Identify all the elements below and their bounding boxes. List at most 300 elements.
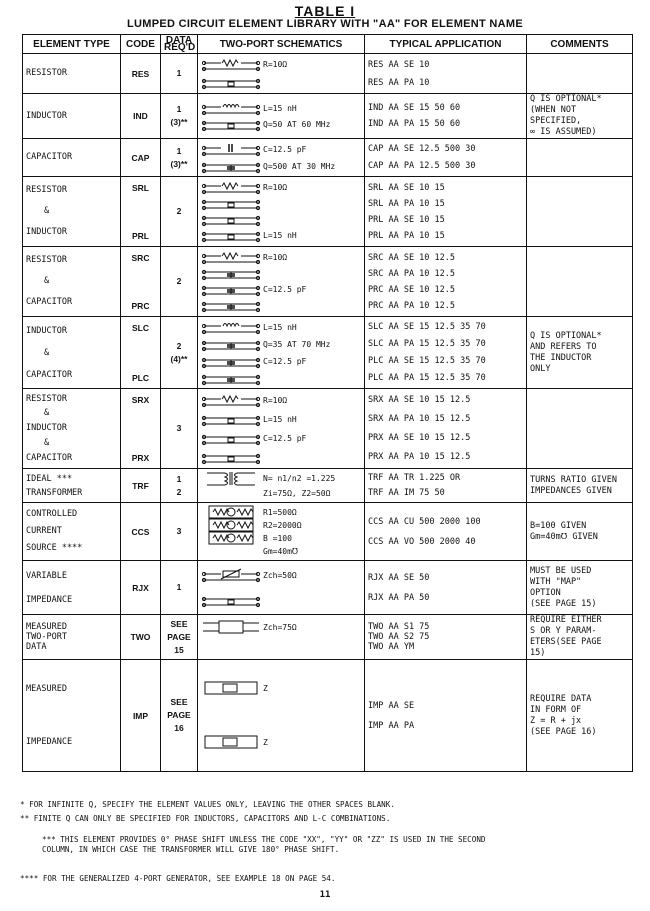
element-type-text: DATA <box>26 642 47 652</box>
code-cell <box>121 94 161 139</box>
application-text: TRF AA TR 1.225 OR <box>368 472 461 483</box>
schematic-cell <box>198 94 365 139</box>
schematic-row <box>201 410 361 429</box>
header-code: CODE <box>121 35 161 54</box>
application-text: PRL AA SE 10 15 <box>368 214 445 225</box>
header-data-reqd: DATA REQ'D <box>161 35 198 54</box>
schematic-row <box>201 545 361 558</box>
table-title: TABLE I <box>294 3 356 19</box>
circuit-schematic-icon <box>201 337 261 352</box>
comment-text: IMPEDANCES GIVEN <box>530 485 612 496</box>
table-row <box>23 94 633 139</box>
schematic-row <box>201 319 361 336</box>
element-type-cell <box>23 561 121 615</box>
application-text: RES AA SE 10 <box>368 59 430 70</box>
application-text: CAP AA SE 12.5 500 30 <box>368 143 476 154</box>
schematic-value: Zch=75Ω <box>263 622 297 632</box>
element-type-cell <box>23 389 121 469</box>
circuit-schematic-icon <box>201 320 261 335</box>
comments-cell <box>527 247 633 317</box>
application-text: PLC AA PA 15 12.5 35 70 <box>368 372 486 383</box>
data-reqd-cell <box>161 139 198 177</box>
comment-text: WITH "MAP" <box>530 576 582 587</box>
element-type-cell <box>23 660 121 772</box>
comment-text: Q IS OPTIONAL* <box>530 94 602 104</box>
application-text: IND AA PA 15 50 60 <box>368 119 461 129</box>
table-row <box>23 177 633 247</box>
application-text: CAP AA PA 12.5 500 30 <box>368 160 476 171</box>
element-type-cell <box>23 139 121 177</box>
circuit-schematic-icon <box>201 450 261 465</box>
data-reqd-text: 2 <box>176 486 182 497</box>
element-type-text: RESISTOR <box>26 68 67 78</box>
data-reqd-text: (3)** <box>170 158 188 169</box>
comments-cell <box>527 503 633 561</box>
application-cell <box>365 54 527 94</box>
data-reqd-text: 16 <box>174 723 184 733</box>
element-type-text: CAPACITOR <box>26 152 73 162</box>
schematic-cell <box>198 54 365 94</box>
data-reqd-text: 2 <box>176 340 182 351</box>
application-text: CCS AA VO 500 2000 40 <box>368 536 476 547</box>
application-text: SRX AA PA 10 15 12.5 <box>368 413 471 424</box>
schematic-value: R=10Ω <box>263 60 288 69</box>
comments-cell <box>527 139 633 177</box>
code-text: SRL <box>132 182 149 193</box>
code-cell <box>121 660 161 772</box>
table-row <box>23 389 633 469</box>
data-reqd-text: 3 <box>176 526 182 536</box>
schematic-value: Zch=50Ω <box>263 570 297 580</box>
element-type-text: IMPEDANCE <box>26 594 73 605</box>
data-reqd-text: PAGE <box>167 631 191 642</box>
code-cell <box>121 177 161 247</box>
data-reqd-text: (3)** <box>170 117 188 127</box>
code-cell <box>121 247 161 317</box>
element-type-cell <box>23 177 121 247</box>
data-reqd-text: (4)** <box>170 353 188 364</box>
circuit-schematic-icon <box>201 250 261 265</box>
schematic-row <box>201 532 361 545</box>
circuit-schematic-icon <box>201 180 261 195</box>
comment-text: REQUIRE DATA <box>530 693 592 704</box>
schematic-row <box>201 158 361 175</box>
schematic-row <box>201 298 361 314</box>
schematic-cell <box>198 317 365 389</box>
comment-text: THE INDUCTOR <box>530 352 592 363</box>
data-reqd-cell <box>161 469 198 503</box>
schematic-value: L=15 nH <box>263 103 297 113</box>
circuit-schematic-icon <box>201 412 261 427</box>
circuit-schematic-icon <box>201 531 261 546</box>
application-cell <box>365 94 527 139</box>
application-text: SLC AA PA 15 12.5 35 70 <box>368 338 486 349</box>
comments-cell <box>527 660 633 772</box>
schematic-row <box>201 336 361 353</box>
data-reqd-text: 1 <box>176 68 182 78</box>
element-library-table <box>22 34 633 772</box>
comment-text: ONLY <box>530 363 551 374</box>
data-reqd-cell <box>161 660 198 772</box>
element-type-text: CURRENT <box>26 525 62 536</box>
data-reqd-text: PAGE <box>167 710 191 720</box>
application-text: PRX AA PA 10 15 12.5 <box>368 451 471 462</box>
circuit-schematic-icon <box>201 101 261 116</box>
application-text: RJX AA PA 50 <box>368 592 430 603</box>
comments-cell <box>527 317 633 389</box>
element-type-cell <box>23 615 121 660</box>
code-text: RES <box>131 68 150 79</box>
application-cell <box>365 469 527 503</box>
application-text: PLC AA SE 15 12.5 35 70 <box>368 355 486 366</box>
circuit-schematic-icon <box>201 735 261 750</box>
schematic-row <box>201 662 361 716</box>
code-cell <box>121 561 161 615</box>
application-text: SRX AA SE 10 15 12.5 <box>368 394 471 405</box>
circuit-schematic-icon <box>201 142 261 157</box>
application-text: SRL AA SE 10 15 <box>368 182 445 193</box>
application-text: SLC AA SE 15 12.5 35 70 <box>368 321 486 332</box>
application-text: PRX AA SE 10 15 12.5 <box>368 432 471 443</box>
schematic-row <box>201 642 361 652</box>
element-type-text: INDUCTOR <box>26 110 67 121</box>
footnote-2: ** FINITE Q CAN ONLY BE SPECIFIED FOR INDUCTORS, CAPACITORS AND L-C COMBINATIONS. <box>20 814 391 823</box>
schematic-value: B =100 <box>263 533 292 543</box>
code-text: PRC <box>131 300 150 311</box>
comments-cell <box>527 615 633 660</box>
data-reqd-text: 1 <box>176 145 182 156</box>
comments-cell <box>527 177 633 247</box>
comment-text: Gm=40m℧ GIVEN <box>530 531 598 542</box>
application-text: TWO AA S1 75 <box>368 622 430 632</box>
schematic-cell <box>198 177 365 247</box>
schematic-value: N= n1/n2 =1.225 <box>263 473 336 483</box>
table-row <box>23 54 633 94</box>
element-type-cell <box>23 94 121 139</box>
application-cell <box>365 615 527 660</box>
comment-text: Z = R + jx <box>530 715 582 726</box>
schematic-value: C=12.5 pF <box>263 285 307 294</box>
code-cell <box>121 389 161 469</box>
circuit-schematic-icon <box>201 620 261 635</box>
header-schematics: TWO-PORT SCHEMATICS <box>198 35 365 54</box>
schematic-cell <box>198 139 365 177</box>
code-text: IMP <box>132 710 149 721</box>
comments-cell <box>527 94 633 139</box>
element-type-cell <box>23 247 121 317</box>
comment-text: S OR Y PARAM- <box>530 626 597 636</box>
table-row <box>23 247 633 317</box>
schematic-cell <box>198 247 365 317</box>
code-text: TWO <box>130 632 151 642</box>
comment-text: ETERS(SEE PAGE <box>530 637 602 647</box>
data-reqd-text: SEE <box>170 697 188 707</box>
comment-text: B=100 GIVEN <box>530 520 587 531</box>
schematic-row <box>201 486 361 501</box>
code-text: PLC <box>132 372 149 383</box>
application-cell <box>365 317 527 389</box>
footnote-1: * FOR INFINITE Q, SPECIFY THE ELEMENT VALUES ONLY, LEAVING THE OTHER SPACES BLANK. <box>20 800 395 809</box>
circuit-schematic-icon <box>201 57 261 72</box>
schematic-cell <box>198 615 365 660</box>
data-reqd-text: 1 <box>176 104 182 114</box>
application-text: SRC AA SE 10 12.5 <box>368 252 455 263</box>
schematic-row <box>201 563 361 588</box>
element-type-text: & <box>44 205 50 216</box>
schematic-row <box>201 266 361 282</box>
schematic-row <box>201 74 361 92</box>
application-text: PRL AA PA 10 15 <box>368 230 445 241</box>
element-type-text: & <box>44 437 50 448</box>
element-type-text: RESISTOR <box>26 393 67 404</box>
circuit-schematic-icon <box>201 371 261 386</box>
schematic-row <box>201 212 361 228</box>
element-type-text: CAPACITOR <box>26 452 73 463</box>
application-text: SRL AA PA 10 15 <box>368 198 445 209</box>
schematic-value: L=15 nH <box>263 414 297 424</box>
application-text: TWO AA YM <box>368 642 415 652</box>
code-text: CAP <box>131 152 150 163</box>
application-text: PRC AA PA 10 12.5 <box>368 300 455 311</box>
header-comments: COMMENTS <box>527 35 633 54</box>
comment-text: REQUIRE EITHER <box>530 615 602 625</box>
element-type-text: SOURCE **** <box>26 543 83 554</box>
element-type-text: IDEAL *** <box>26 473 73 484</box>
circuit-schematic-icon <box>201 75 261 90</box>
comment-text: SPECIFIED, <box>530 116 582 126</box>
circuit-schematic-icon <box>201 681 261 696</box>
comment-text: IN FORM OF <box>530 704 582 715</box>
schematic-cell <box>198 561 365 615</box>
schematic-value: R=10Ω <box>263 183 288 192</box>
code-cell <box>121 317 161 389</box>
data-reqd-text: 2 <box>176 206 182 216</box>
application-text: RES AA PA 10 <box>368 77 430 88</box>
schematic-value: Gm=40m℧ <box>263 546 299 556</box>
application-text: CCS AA CU 500 2000 100 <box>368 516 481 527</box>
data-reqd-text: 1 <box>176 582 182 592</box>
schematic-row <box>201 100 361 116</box>
code-text: PRL <box>132 230 149 241</box>
element-type-text: & <box>44 347 50 358</box>
data-reqd-text: 3 <box>176 423 182 433</box>
schematic-row <box>201 716 361 770</box>
code-text: IND <box>133 111 148 121</box>
schematic-cell <box>198 503 365 561</box>
code-text: SRC <box>131 252 150 263</box>
application-text: IND AA SE 15 50 60 <box>368 103 461 113</box>
element-type-text: & <box>44 275 50 286</box>
comment-text: (SEE PAGE 16) <box>530 726 597 737</box>
circuit-schematic-icon <box>201 393 261 408</box>
data-reqd-text: 2 <box>176 276 182 286</box>
code-cell <box>121 615 161 660</box>
schematic-value: Z <box>263 738 268 747</box>
application-text: IMP AA PA <box>368 720 415 731</box>
data-reqd-cell <box>161 389 198 469</box>
data-reqd-cell <box>161 317 198 389</box>
schematic-value: Q=35 AT 70 MHz <box>263 339 331 349</box>
code-text: SLC <box>132 322 149 333</box>
element-type-cell <box>23 54 121 94</box>
application-cell <box>365 660 527 772</box>
code-text: SRX <box>131 394 150 405</box>
circuit-schematic-icon <box>201 212 261 227</box>
data-reqd-text: 1 <box>176 473 182 484</box>
data-reqd-cell <box>161 247 198 317</box>
schematic-value: R1=500Ω <box>263 507 297 517</box>
element-type-text: INDUCTOR <box>26 325 67 336</box>
schematic-value: Z <box>263 684 268 693</box>
schematic-row <box>201 116 361 132</box>
table-row <box>23 615 633 660</box>
schematic-cell <box>198 389 365 469</box>
element-type-cell <box>23 317 121 389</box>
application-cell <box>365 139 527 177</box>
data-reqd-cell <box>161 561 198 615</box>
comments-cell <box>527 389 633 469</box>
data-reqd-cell <box>161 177 198 247</box>
code-text: RJX <box>132 582 149 593</box>
comments-cell <box>527 561 633 615</box>
schematic-row <box>201 588 361 613</box>
page-number: 11 <box>319 890 331 900</box>
data-reqd-cell <box>161 615 198 660</box>
data-reqd-cell <box>161 503 198 561</box>
schematic-cell <box>198 469 365 503</box>
code-text: TRF <box>132 480 149 491</box>
schematic-value: C=12.5 pF <box>263 356 307 366</box>
element-type-text: CAPACITOR <box>26 297 73 308</box>
table-row <box>23 660 633 772</box>
circuit-schematic-icon <box>201 117 261 132</box>
schematic-row <box>201 353 361 370</box>
element-type-text: CAPACITOR <box>26 369 73 380</box>
schematic-row <box>201 391 361 410</box>
circuit-schematic-icon <box>201 354 261 369</box>
header-row <box>23 35 633 54</box>
schematic-row <box>201 196 361 212</box>
data-reqd-cell <box>161 94 198 139</box>
element-type-text: INDUCTOR <box>26 423 67 434</box>
comment-text: ∞ IS ASSUMED) <box>530 127 597 137</box>
element-type-cell <box>23 503 121 561</box>
comment-text: MUST BE USED <box>530 565 592 576</box>
element-type-text: TWO-PORT <box>26 632 67 642</box>
table-row <box>23 561 633 615</box>
application-cell <box>365 503 527 561</box>
data-reqd-text: 15 <box>174 644 184 655</box>
circuit-schematic-icon <box>201 282 261 297</box>
data-reqd-text: SEE <box>170 618 188 629</box>
table-row <box>23 469 633 503</box>
circuit-schematic-icon <box>201 159 261 174</box>
circuit-schematic-icon <box>201 298 261 313</box>
table-row <box>23 139 633 177</box>
application-text: TWO AA S2 75 <box>368 632 430 642</box>
element-type-text: IMPEDANCE <box>26 736 73 747</box>
schematic-row <box>201 429 361 448</box>
element-type-text: CONTROLLED <box>26 508 78 519</box>
element-type-text: & <box>44 408 50 419</box>
schematic-cell <box>198 660 365 772</box>
element-type-text: INDUCTOR <box>26 227 67 238</box>
schematic-value: C=12.5 pF <box>263 144 307 154</box>
comment-text: 15) <box>530 648 546 658</box>
table-row <box>23 503 633 561</box>
code-text: CCS <box>131 526 150 537</box>
comment-text: TURNS RATIO GIVEN <box>530 474 617 485</box>
application-text: RJX AA SE 50 <box>368 572 430 583</box>
schematic-value: R2=2000Ω <box>263 520 302 530</box>
comments-cell <box>527 54 633 94</box>
schematic-row <box>201 141 361 158</box>
schematic-value: L=15 nH <box>263 322 297 332</box>
code-cell <box>121 54 161 94</box>
comment-text: (WHEN NOT <box>530 105 577 115</box>
element-type-text: MEASURED <box>26 683 67 694</box>
code-cell <box>121 139 161 177</box>
table-subtitle: LUMPED CIRCUIT ELEMENT LIBRARY WITH "AA" FOR ELEMENT NAME <box>126 18 524 30</box>
circuit-schematic-icon <box>201 431 261 446</box>
schematic-value: Q=500 AT 30 MHz <box>263 161 336 171</box>
schematic-value: Zi=75Ω, Z2=50Ω <box>263 488 331 498</box>
comments-cell <box>527 469 633 503</box>
schematic-row <box>201 56 361 74</box>
application-cell <box>365 389 527 469</box>
element-type-cell <box>23 469 121 503</box>
circuit-schematic-icon <box>201 196 261 211</box>
code-cell <box>121 469 161 503</box>
schematic-row <box>201 250 361 266</box>
header-application: TYPICAL APPLICATION <box>365 35 527 54</box>
application-text: PRC AA SE 10 12.5 <box>368 284 455 295</box>
footnote-4: **** FOR THE GENERALIZED 4-PORT GENERATOR, SEE EXAMPLE 18 ON PAGE 54. <box>20 874 336 883</box>
application-cell <box>365 177 527 247</box>
schematic-row <box>201 282 361 298</box>
schematic-row <box>201 180 361 196</box>
application-text: TRF AA IM 75 50 <box>368 487 445 498</box>
header-element-type: ELEMENT TYPE <box>23 35 121 54</box>
circuit-schematic-icon <box>201 228 261 243</box>
schematic-row <box>201 228 361 244</box>
data-reqd-cell <box>161 54 198 94</box>
footnote-3: *** THIS ELEMENT PROVIDES 0° PHASE SHIFT UNLESS THE CODE "XX", "YY" OR "ZZ" IS USED IN THE SECOND COLUMN, IN WHICH CASE THE TRANSFORMER WILL GIVE 180° PHASE SHIFT. <box>42 835 486 854</box>
circuit-schematic-icon <box>201 266 261 281</box>
element-type-text: VARIABLE <box>26 570 67 581</box>
circuit-schematic-icon <box>201 593 261 608</box>
code-cell <box>121 503 161 561</box>
application-cell <box>365 561 527 615</box>
schematic-row <box>201 471 361 486</box>
table-row <box>23 317 633 389</box>
schematic-value: L=15 nH <box>263 231 297 240</box>
application-text: IMP AA SE <box>368 700 415 711</box>
element-type-text: MEASURED <box>26 622 67 632</box>
application-text: SRC AA PA 10 12.5 <box>368 268 455 279</box>
comment-text: AND REFERS TO <box>530 341 597 352</box>
schematic-value: Q=50 AT 60 MHz <box>263 119 331 129</box>
comment-text: Q IS OPTIONAL* <box>530 330 602 341</box>
circuit-schematic-icon <box>201 568 261 583</box>
code-text: PRX <box>131 452 150 463</box>
schematic-row <box>201 448 361 467</box>
element-type-text: TRANSFORMER <box>26 487 83 498</box>
comment-text: (SEE PAGE 15) <box>530 598 597 609</box>
element-type-text: RESISTOR <box>26 254 67 265</box>
comment-text: OPTION <box>530 587 561 598</box>
application-cell <box>365 247 527 317</box>
